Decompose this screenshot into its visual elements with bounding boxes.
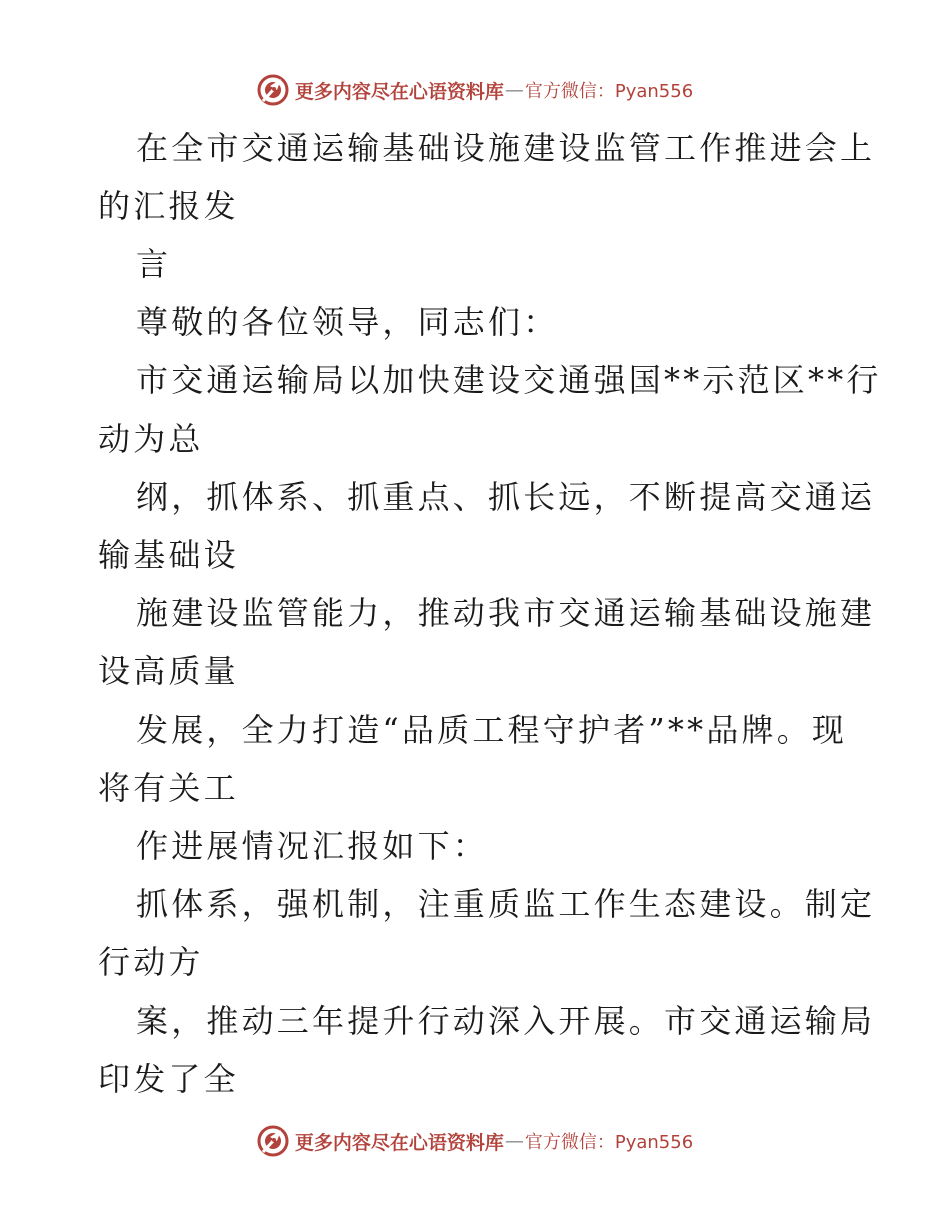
paragraph-line: 设高质量	[98, 652, 239, 690]
footer-watermark	[0, 1121, 950, 1161]
doc-title-line: 在全市交通运输基础设施建设监管工作推进会上	[136, 129, 876, 167]
doc-title-line: 言	[136, 245, 172, 283]
watermark-contact: 官方微信：Pyan556	[524, 1132, 694, 1153]
paragraph-line: 动为总	[98, 420, 204, 458]
watermark-contact: 官方微信：Pyan556	[524, 81, 694, 102]
watermark-brand: 更多内容尽在心语资料库	[294, 80, 504, 103]
doc-title-line: 的汇报发	[98, 187, 239, 225]
header-watermark	[0, 70, 950, 110]
watermark-brand: 更多内容尽在心语资料库	[294, 1131, 504, 1154]
paragraph-line: 抓体系，强机制，注重质监工作生态建设。制定	[136, 885, 876, 923]
paragraph-line: 施建设监管能力，推动我市交通运输基础设施建	[136, 594, 876, 632]
paragraph-line: 案，推动三年提升行动深入开展。市交通运输局	[136, 1002, 876, 1040]
paragraph-line: 发展，全力打造“品质工程守护者”**品牌。现	[136, 711, 848, 749]
paragraph-line: 将有关工	[98, 769, 239, 807]
pen-logo-icon	[257, 74, 289, 106]
paragraph-line: 市交通运输局以加快建设交通强国**示范区**行	[136, 361, 882, 399]
paragraph-line: 作进展情况汇报如下：	[136, 827, 489, 865]
watermark-dash: —	[504, 79, 524, 101]
paragraph-line: 纲，抓体系、抓重点、抓长远，不断提高交通运	[136, 478, 876, 516]
salutation-line: 尊敬的各位领导，同志们：	[136, 303, 559, 341]
watermark-dash: —	[504, 1130, 524, 1152]
pen-logo-icon	[257, 1125, 289, 1157]
paragraph-line: 行动方	[98, 943, 204, 981]
paragraph-line: 印发了全	[98, 1060, 239, 1098]
paragraph-line: 输基础设	[98, 536, 239, 574]
